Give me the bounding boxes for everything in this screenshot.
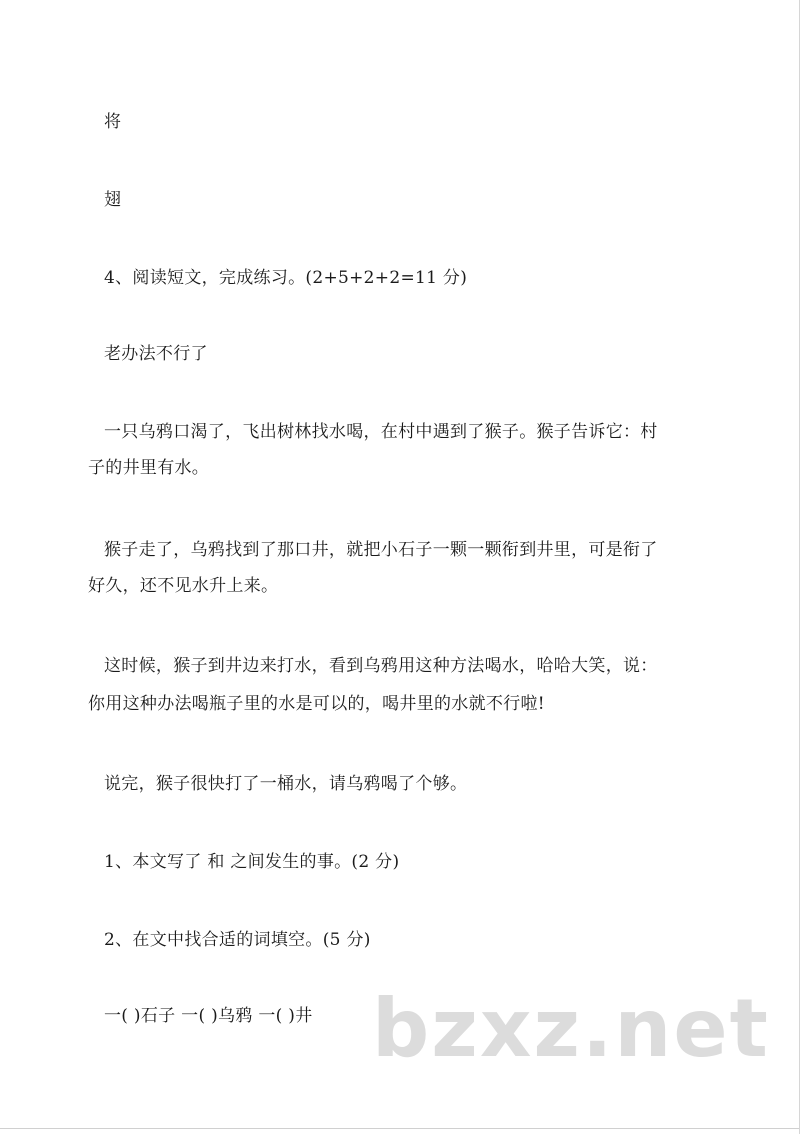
paragraph-line: 这时候，猴子到井边来打水，看到乌鸦用这种方法喝水，哈哈大笑，说：: [104, 656, 658, 676]
watermark-text: bzxz.net: [372, 982, 770, 1075]
question-heading: 4、阅读短文，完成练习。(2+5+2+2=11 分): [104, 268, 468, 288]
paragraph-line: 说完，猴子很快打了一桶水，请乌鸦喝了个够。: [104, 774, 468, 794]
text-line: 翅: [104, 190, 122, 210]
text-line: 将: [104, 112, 122, 132]
fill-blank-line: 一( )石子 一( )乌鸦 一( )井: [104, 1006, 313, 1026]
paragraph-line: 猴子走了，乌鸦找到了那口井，就把小石子一颗一颗衔到井里，可是衔了: [104, 540, 658, 560]
paragraph-line: 子的井里有水。: [88, 458, 210, 478]
paragraph-line: 好久，还不见水升上来。: [88, 576, 279, 596]
passage-title: 老办法不行了: [104, 344, 208, 364]
sub-question: 2、在文中找合适的词填空。(5 分): [104, 930, 371, 950]
sub-question: 1、本文写了 和 之间发生的事。(2 分): [104, 852, 400, 872]
paragraph-line: 一只乌鸦口渴了，飞出树林找水喝，在村中遇到了猴子。猴子告诉它：村: [104, 422, 658, 442]
paragraph-line: 你用这种办法喝瓶子里的水是可以的，喝井里的水就不行啦!: [88, 694, 545, 714]
page-bottom-rule: [0, 1128, 799, 1129]
